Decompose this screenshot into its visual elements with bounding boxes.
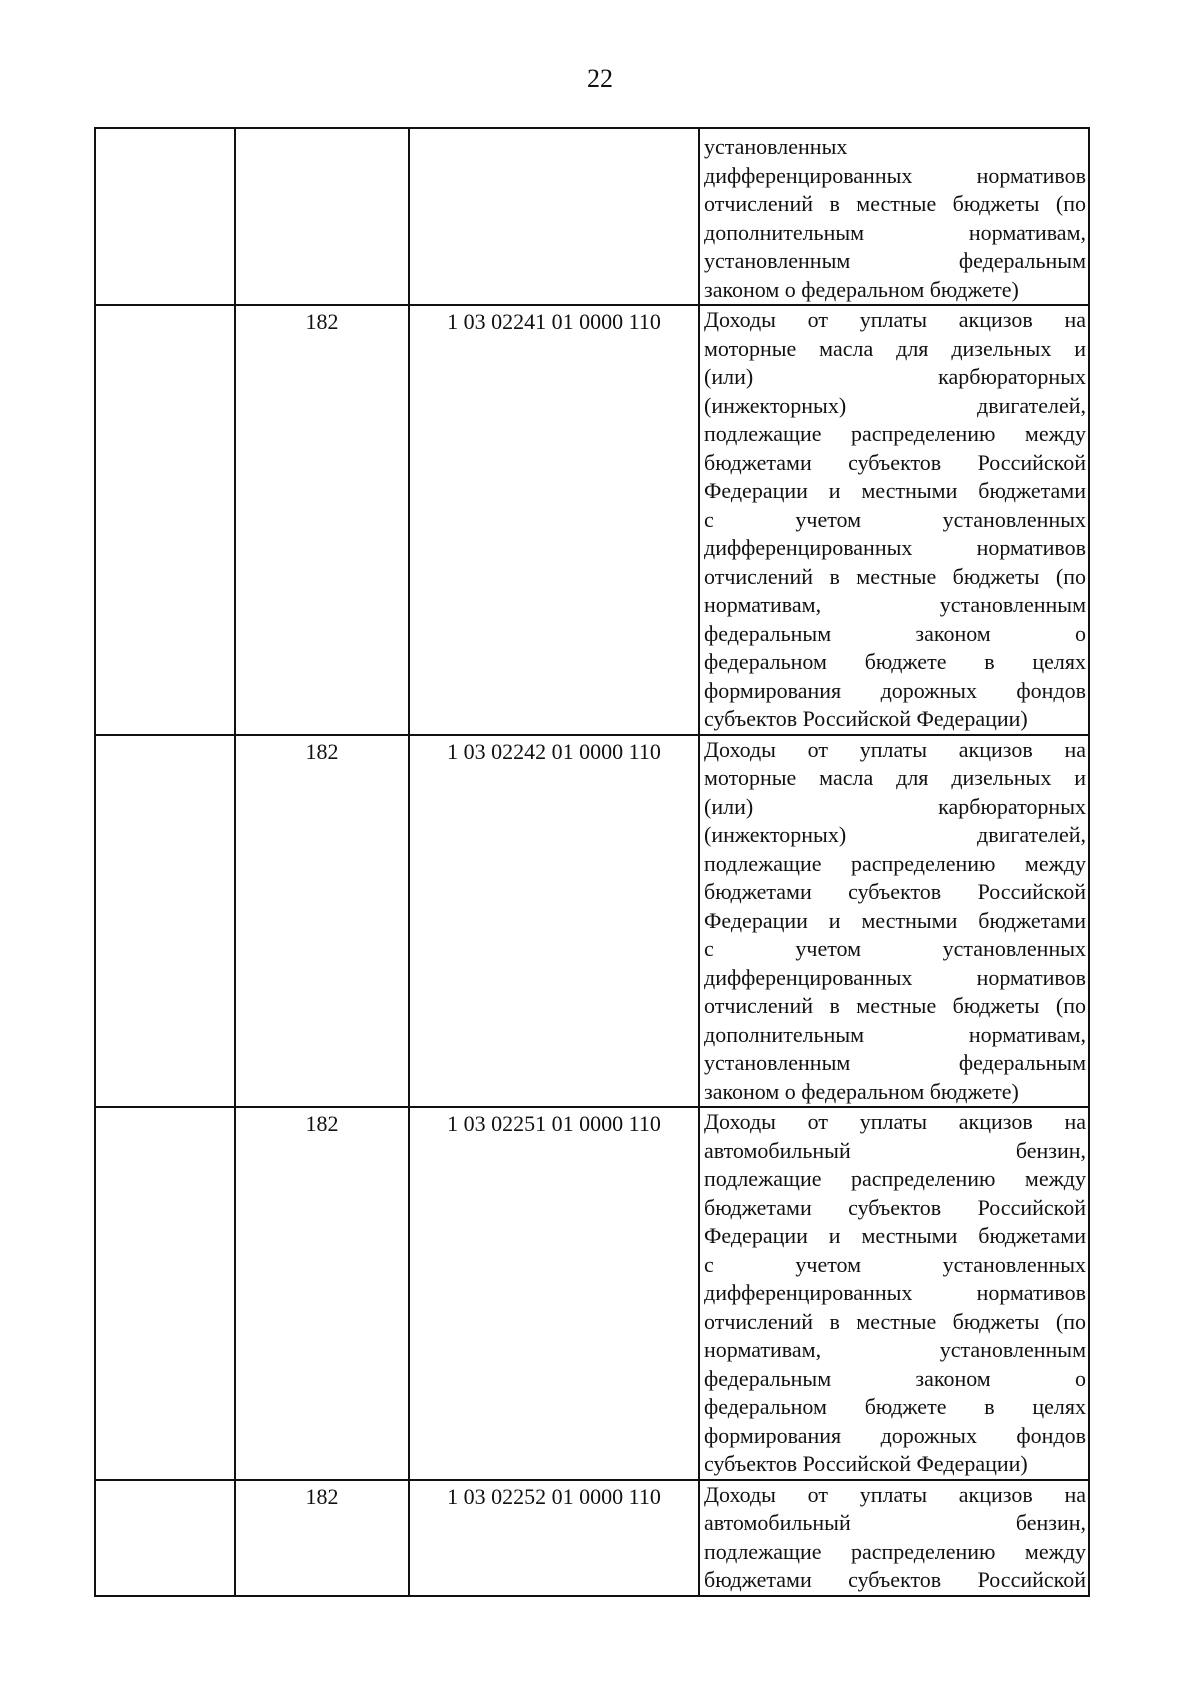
description-line: субъектов Российской Федерации) <box>704 706 1028 731</box>
description-line: с учетом установленных <box>704 506 1086 532</box>
description-line: (инжекторных) двигателей, <box>704 822 1086 847</box>
description-line: дополнительным нормативам, <box>704 219 1086 245</box>
table-row <box>95 128 1089 305</box>
description-line: субъектов Российской Федерации) <box>704 1451 1028 1476</box>
description-line: Доходы от уплаты акцизов на <box>704 1109 1086 1134</box>
budget-code-cell: 1 03 02241 01 0000 110 <box>409 305 699 735</box>
description-line: подлежащие распределению между <box>704 850 1086 876</box>
empty-cell <box>95 1480 235 1596</box>
table-body <box>95 128 1089 1596</box>
description-line: отчислений в местные бюджеты (по <box>704 993 1086 1018</box>
description-line: с учетом установленных <box>704 1251 1086 1277</box>
budget-code-cell: 1 03 02252 01 0000 110 <box>409 1480 699 1596</box>
description-line: Доходы от уплаты акцизов на <box>704 736 1086 762</box>
description-line: бюджетами субъектов Российской <box>704 879 1086 904</box>
description-line: автомобильный бензин, <box>704 1137 1086 1163</box>
description-cell <box>699 1480 1089 1596</box>
description-line: законом о федеральном бюджете) <box>704 276 1019 302</box>
description-line: Доходы от уплаты акцизов на <box>704 307 1086 332</box>
description-line: установленным федеральным <box>704 248 1086 273</box>
description-line: Доходы от уплаты акцизов на <box>704 1481 1086 1507</box>
admin-code-cell: 182 <box>235 1107 409 1480</box>
description-line: формирования дорожных фондов <box>704 677 1086 703</box>
description-line: дифференцированных нормативов <box>704 162 1086 188</box>
description-cell <box>699 305 1089 735</box>
budget-code-cell: 1 03 02251 01 0000 110 <box>409 1107 699 1480</box>
description-cell <box>699 1107 1089 1480</box>
empty-cell <box>95 128 235 305</box>
table-row <box>95 1480 1089 1596</box>
description-line: бюджетами субъектов Российской <box>704 1567 1086 1592</box>
table-row <box>95 735 1089 1108</box>
description-line: подлежащие распределению между <box>704 421 1086 446</box>
description-line: федеральным законом о <box>704 1365 1086 1391</box>
description-line: дифференцированных нормативов <box>704 535 1086 560</box>
description-line: бюджетами субъектов Российской <box>704 449 1086 475</box>
description-line: установленных <box>704 134 848 159</box>
description-line: дополнительным нормативам, <box>704 1021 1086 1047</box>
description-cell <box>699 128 1089 305</box>
description-line: дифференцированных нормативов <box>704 1280 1086 1305</box>
admin-code-cell <box>235 128 409 305</box>
description-line: федеральном бюджете в целях <box>704 649 1086 674</box>
empty-cell <box>95 1107 235 1480</box>
description-line: моторные масла для дизельных и <box>704 765 1086 790</box>
admin-code-cell: 182 <box>235 735 409 1108</box>
description-line: подлежащие распределению между <box>704 1538 1086 1564</box>
description-line: федеральном бюджете в целях <box>704 1394 1086 1419</box>
description-line: автомобильный бензин, <box>704 1510 1086 1535</box>
table-row <box>95 305 1089 735</box>
description-line: отчислений в местные бюджеты (по <box>704 1308 1086 1334</box>
description-line: отчислений в местные бюджеты (по <box>704 191 1086 216</box>
description-line: (инжекторных) двигателей, <box>704 392 1086 418</box>
description-line: законом о федеральном бюджете) <box>704 1078 1019 1104</box>
description-line: нормативам, установленным <box>704 592 1086 617</box>
description-line: бюджетами субъектов Российской <box>704 1194 1086 1220</box>
description-line: с учетом установленных <box>704 936 1086 961</box>
page-number: 22 <box>587 64 613 93</box>
admin-code-cell: 182 <box>235 1480 409 1596</box>
description-line: нормативам, установленным <box>704 1337 1086 1362</box>
description-line: подлежащие распределению между <box>704 1166 1086 1191</box>
description-line: дифференцированных нормативов <box>704 964 1086 990</box>
description-cell <box>699 735 1089 1108</box>
description-line: федеральным законом о <box>704 620 1086 646</box>
description-line: отчислений в местные бюджеты (по <box>704 563 1086 589</box>
description-line: моторные масла для дизельных и <box>704 335 1086 361</box>
empty-cell <box>95 735 235 1108</box>
empty-cell <box>95 305 235 735</box>
description-line: Федерации и местными бюджетами <box>704 478 1086 503</box>
description-line: установленным федеральным <box>704 1050 1086 1075</box>
description-line: формирования дорожных фондов <box>704 1422 1086 1448</box>
revenue-codes-table <box>94 127 1090 1597</box>
description-line: Федерации и местными бюджетами <box>704 1223 1086 1248</box>
description-line: (или) карбюраторных <box>704 793 1086 819</box>
budget-code-cell <box>409 128 699 305</box>
description-line: (или) карбюраторных <box>704 364 1086 389</box>
admin-code-cell: 182 <box>235 305 409 735</box>
table-row <box>95 1107 1089 1480</box>
budget-code-cell: 1 03 02242 01 0000 110 <box>409 735 699 1108</box>
description-line: Федерации и местными бюджетами <box>704 907 1086 933</box>
